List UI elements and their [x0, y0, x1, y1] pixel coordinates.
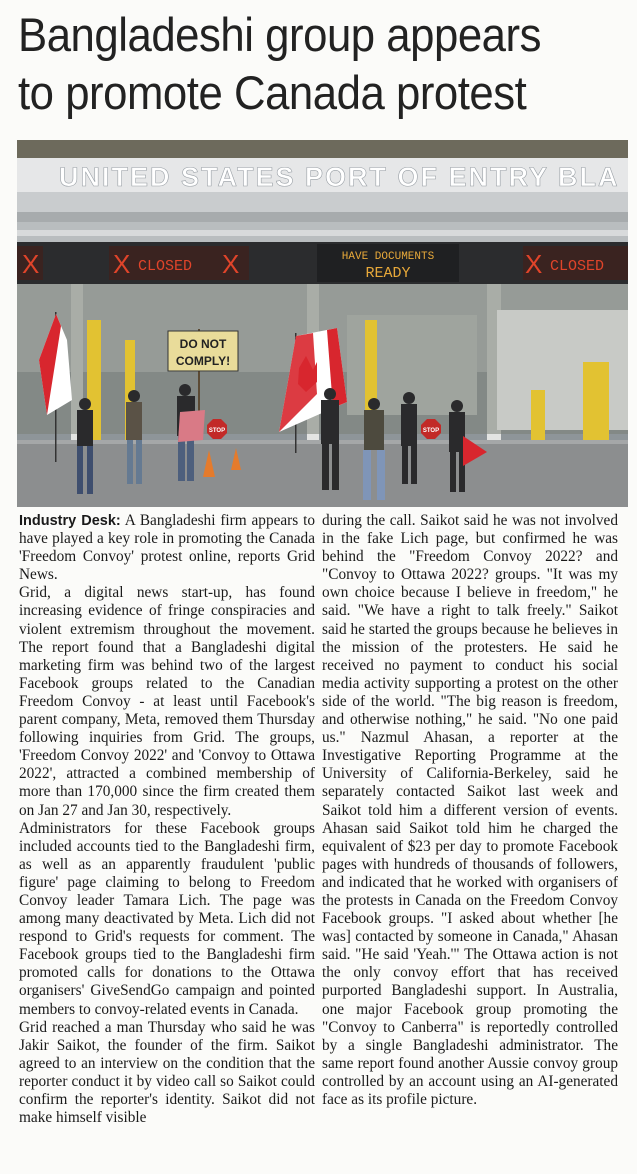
- closed-sign-left-text: CLOSED: [138, 258, 193, 275]
- stop-sign-right-text: STOP: [422, 428, 440, 434]
- article-paragraph: [19, 512, 315, 584]
- x-mark: X: [113, 249, 131, 279]
- stop-sign-left: [207, 419, 227, 439]
- article-paragraph: during the call. Saikot said he was not involved in the fake Lich page, but confirmed he was behind the "Freedom Convoy 2022? and "Convoy to Ottawa 2022? groups. "It was my own choice because I believe in freedom," he said. "We have a right to talk freely." Saikot said he started the groups because he believes in the mission of the protesters. He said he received no payment to conduct his social media activity supporting a protest on the other side of the world. "The big reason is freedom, and otherwise nothing," he said. "No one paid us." Nazmul Ahasan, a reporter at the Investigative Reporting Programme at the University of California-Berkeley, said he separately contacted Saikot last week and Saikot told him a different version of events. Ahasan said Saikot told him he charged the equivalent of $23 per day to promote Facebook pages with hundreds of thousands of followers, and indicated that he worked with organisers of the protests in Canada on the Freedom Convoy Facebook groups. "I asked about whether [he was] contacted by someone in Canada," Ahasan said. "He said 'Yeah.'" The Ottawa action is not the only convoy effort that has received purported Bangladeshi support. In Australia, one major Facebook group promoting the "Convoy to Canberra" is reportedly controlled by a single Bangladeshi administrator. The same report found another Aussie convoy group controlled by an account using an AI-generated face as its profile picture.: [322, 512, 618, 1108]
- placard-line-1: DO NOT: [179, 337, 227, 351]
- stop-sign-right: [421, 419, 441, 439]
- x-mark: X: [222, 249, 240, 279]
- article-paragraph: Grid, a digital news start-up, has found increasing evidence of fringe conspiracies and violent extremism throughout the movement. The report found that a Bangladeshi digital marketing firm was behind two of the largest Facebook groups related to the Canadian Freedom Convoy - at least until Facebook's parent company, Meta, removed them Thursday following inquiries from Grid. The groups, 'Freedom Convoy 2022' and 'Convoy to Ottawa 2022', attracted a combined membership of more than 170,000 since the firm created them on Jan 27 and Jan 30, respectively.: [19, 584, 315, 819]
- documents-sign-line-2: READY: [365, 265, 411, 282]
- article-column-right: [322, 512, 618, 1109]
- article-paragraph: Grid reached a man Thursday who said he was Jakir Saikot, the founder of the firm. Saikot agreed to an interview on the condition that the reporter conduct it by video call so Saikot could confirm the reporter's identity. Saikot did not make himself visible: [19, 1018, 315, 1127]
- documents-sign-line-1: HAVE DOCUMENTS: [341, 251, 435, 263]
- news-photo: [17, 140, 628, 507]
- lead-text: A Bangladeshi firm appears to have played a key role in promoting the Canada 'Freedom Convoy' protest online, reports Grid News.: [19, 512, 315, 584]
- placard-line-2: COMPLY!: [175, 354, 231, 368]
- x-mark-left-edge: X: [22, 249, 40, 279]
- dateline: Industry Desk:: [19, 513, 121, 529]
- border-crossing-illustration: [17, 140, 628, 507]
- x-mark: X: [525, 249, 543, 279]
- closed-sign-right-text: CLOSED: [550, 258, 605, 275]
- article-column-left: [19, 512, 315, 1127]
- headline-line-2: to promote Canada protest: [18, 66, 527, 119]
- headline: [18, 6, 585, 122]
- stop-sign-left-text: STOP: [208, 428, 226, 434]
- canopy-banner-text: UNITED STATES PORT OF ENTRY BLA: [59, 162, 620, 192]
- headline-line-1: Bangladeshi group appears: [18, 8, 542, 61]
- article-paragraph: Administrators for these Facebook groups included accounts tied to the Bangladeshi firm, as well as an apparently fraudulent 'public figure' page claiming to belong to Freedom Convoy leader Tamara Lich. The page was among many deactivated by Meta. Lich did not respond to Grid's requests for comment. The Facebook groups tied to the Bangladeshi firm promoted calls for donations to the Ottawa organisers' GiveSendGo campaign and pointed members to convoy-related events in Canada.: [19, 819, 315, 1018]
